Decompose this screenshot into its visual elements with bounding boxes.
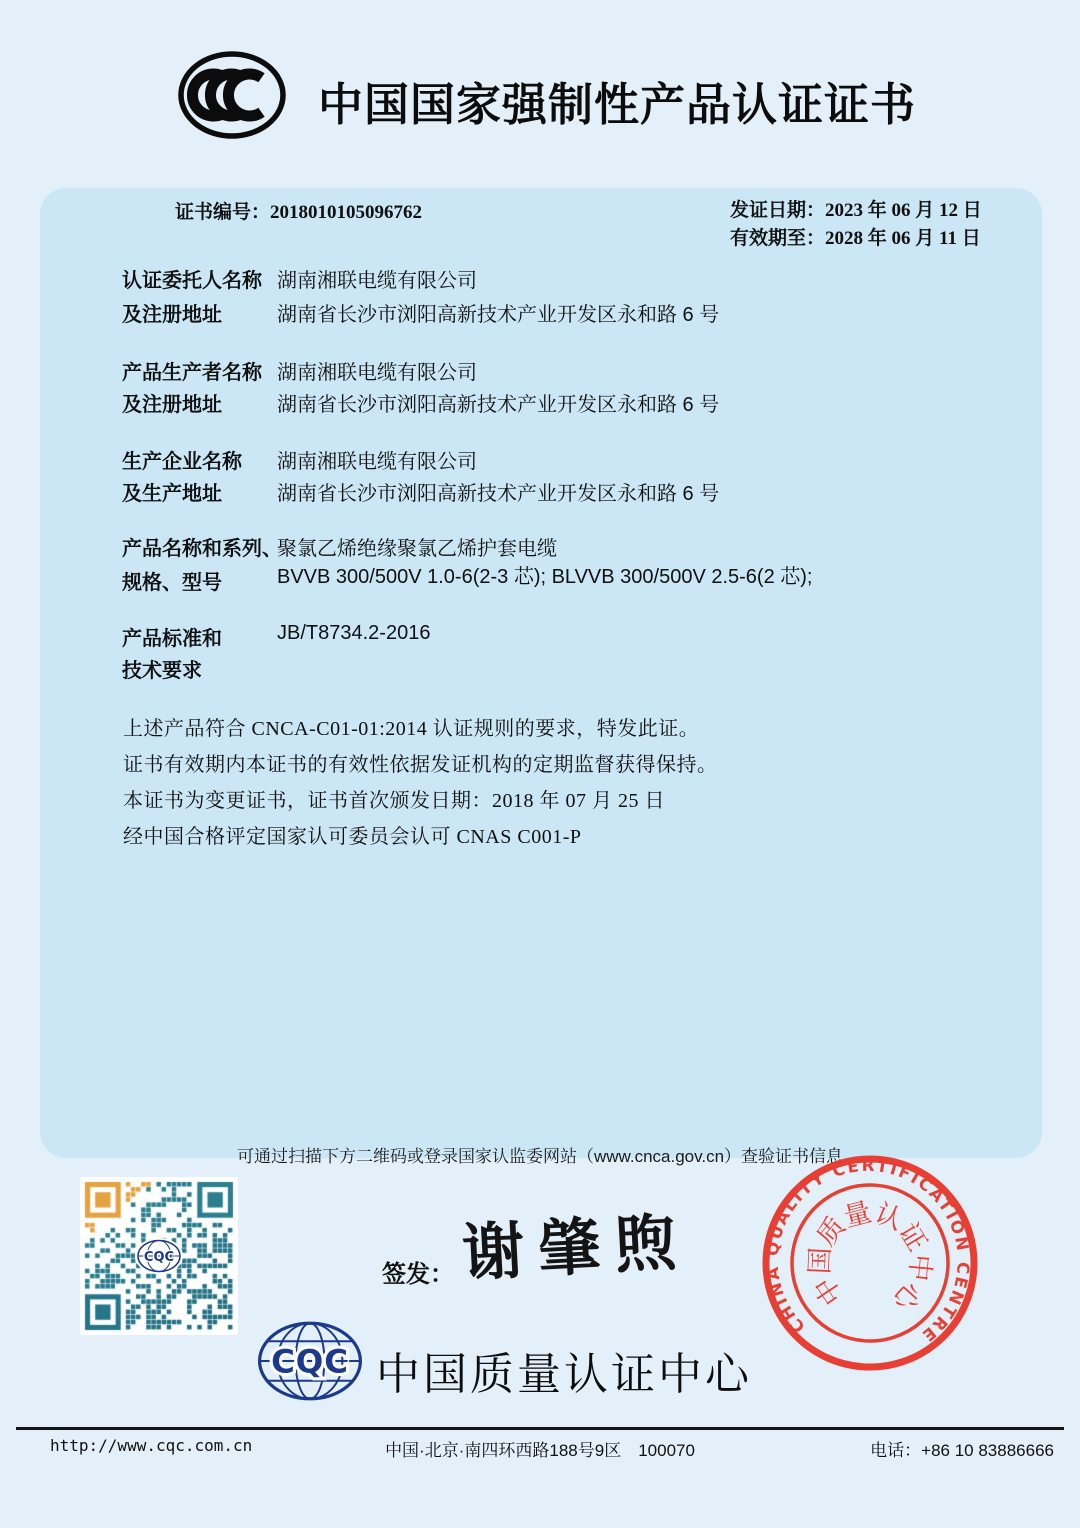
certificate-number-line [175, 197, 422, 224]
field-applicant-addr-label: 及注册地址 [122, 304, 222, 326]
field-standard-label2: 技术要求 [122, 660, 202, 682]
issue-date-label: 发证日期： [730, 200, 826, 221]
svg-text:证: 证 [892, 1217, 933, 1257]
ccc-logo [176, 50, 288, 142]
cqc-globe-logo [256, 1319, 364, 1403]
seal-outer-text: CHINA QUALITY CERTIFICATION CENTRE [762, 1155, 973, 1347]
field-standard-value: JB/T8734.2-2016 [277, 622, 431, 644]
statement-1: 上述产品符合 CNCA-C01-01:2014 认证规则的要求，特发此证。 [123, 718, 700, 740]
seal-inner-text [801, 1193, 940, 1319]
field-factory-addr-label: 及生产地址 [122, 483, 222, 505]
qr-cqc-logo [134, 1236, 184, 1276]
certificate-panel [40, 188, 1042, 1158]
field-product-name-value: 聚氯乙烯绝缘聚氯乙烯护套电缆 [277, 538, 557, 560]
svg-text:认: 认 [870, 1197, 908, 1236]
qr-verification-note: 可通过扫描下方二维码或登录国家认监委网站（www.cnca.gov.cn）查验证书信息 [236, 1147, 844, 1166]
field-factory-addr-value: 湖南省长沙市浏阳高新技术产业开发区永和路 6 号 [277, 483, 720, 505]
certificate-number-label: 证书编号： [175, 202, 271, 223]
field-applicant-name-label: 认证委托人名称 [122, 270, 262, 292]
field-product-name-label: 产品名称和系列、 [122, 538, 282, 560]
field-product-spec-label: 规格、型号 [122, 572, 222, 594]
field-applicant-addr-value: 湖南省长沙市浏阳高新技术产业开发区永和路 6 号 [277, 304, 720, 326]
svg-text:中: 中 [808, 1271, 849, 1311]
statement-2: 证书有效期内本证书的有效性依据发证机构的定期监督获得保持。 [123, 754, 718, 776]
valid-until-line [730, 225, 982, 253]
field-standard-label1: 产品标准和 [122, 628, 222, 650]
footer-address: 中国·北京·南四环西路188号9区 100070 [385, 1441, 695, 1460]
page-title: 中国国家强制性产品认证证书 [318, 79, 917, 130]
svg-text:心: 心 [886, 1276, 928, 1317]
footer-divider [16, 1427, 1064, 1430]
issue-date-value: 2023 年 06 月 12 日 [825, 200, 982, 221]
field-factory-name-label: 生产企业名称 [122, 451, 242, 473]
footer-phone: 电话：+86 10 83886666 [870, 1441, 1054, 1460]
field-product-spec-value: BVVB 300/500V 1.0-6(2-3 芯); BLVVB 300/500V 2.5-6(2 芯); [277, 566, 813, 588]
field-producer-addr-value: 湖南省长沙市浏阳高新技术产业开发区永和路 6 号 [277, 394, 720, 416]
field-factory-name-value: 湖南湘联电缆有限公司 [277, 451, 477, 473]
svg-text:量: 量 [840, 1196, 875, 1233]
certificate-number: 2018010105096762 [270, 202, 423, 223]
qr-cqc-logo-text: CQC [143, 1250, 175, 1265]
field-applicant-name-value: 湖南湘联电缆有限公司 [277, 270, 477, 292]
date-block [730, 197, 982, 253]
field-producer-name-label: 产品生产者名称 [122, 362, 262, 384]
signature-handwriting: 谢肇煦 [460, 1209, 692, 1289]
statement-3: 本证书为变更证书，证书首次颁发日期：2018 年 07 月 25 日 [123, 790, 665, 812]
valid-until-label: 有效期至： [730, 228, 826, 249]
issue-date-line [730, 197, 982, 225]
svg-text:中: 中 [903, 1252, 936, 1283]
statement-4: 经中国合格评定国家认可委员会认可 CNAS C001-P [123, 826, 582, 848]
issuer-name: 中国质量认证中心 [376, 1350, 752, 1399]
official-seal [758, 1151, 982, 1375]
field-producer-name-value: 湖南湘联电缆有限公司 [277, 362, 477, 384]
svg-text:国: 国 [804, 1246, 836, 1275]
valid-until-value: 2028 年 06 月 11 日 [825, 228, 981, 249]
field-producer-addr-label: 及注册地址 [122, 394, 222, 416]
footer-website: http://www.cqc.com.cn [50, 1436, 253, 1455]
cqc-globe-text: CQC [271, 1342, 349, 1381]
svg-text:质: 质 [811, 1211, 852, 1252]
ccc-logo-arcs [192, 74, 261, 116]
sign-label: 签发： [382, 1262, 454, 1288]
